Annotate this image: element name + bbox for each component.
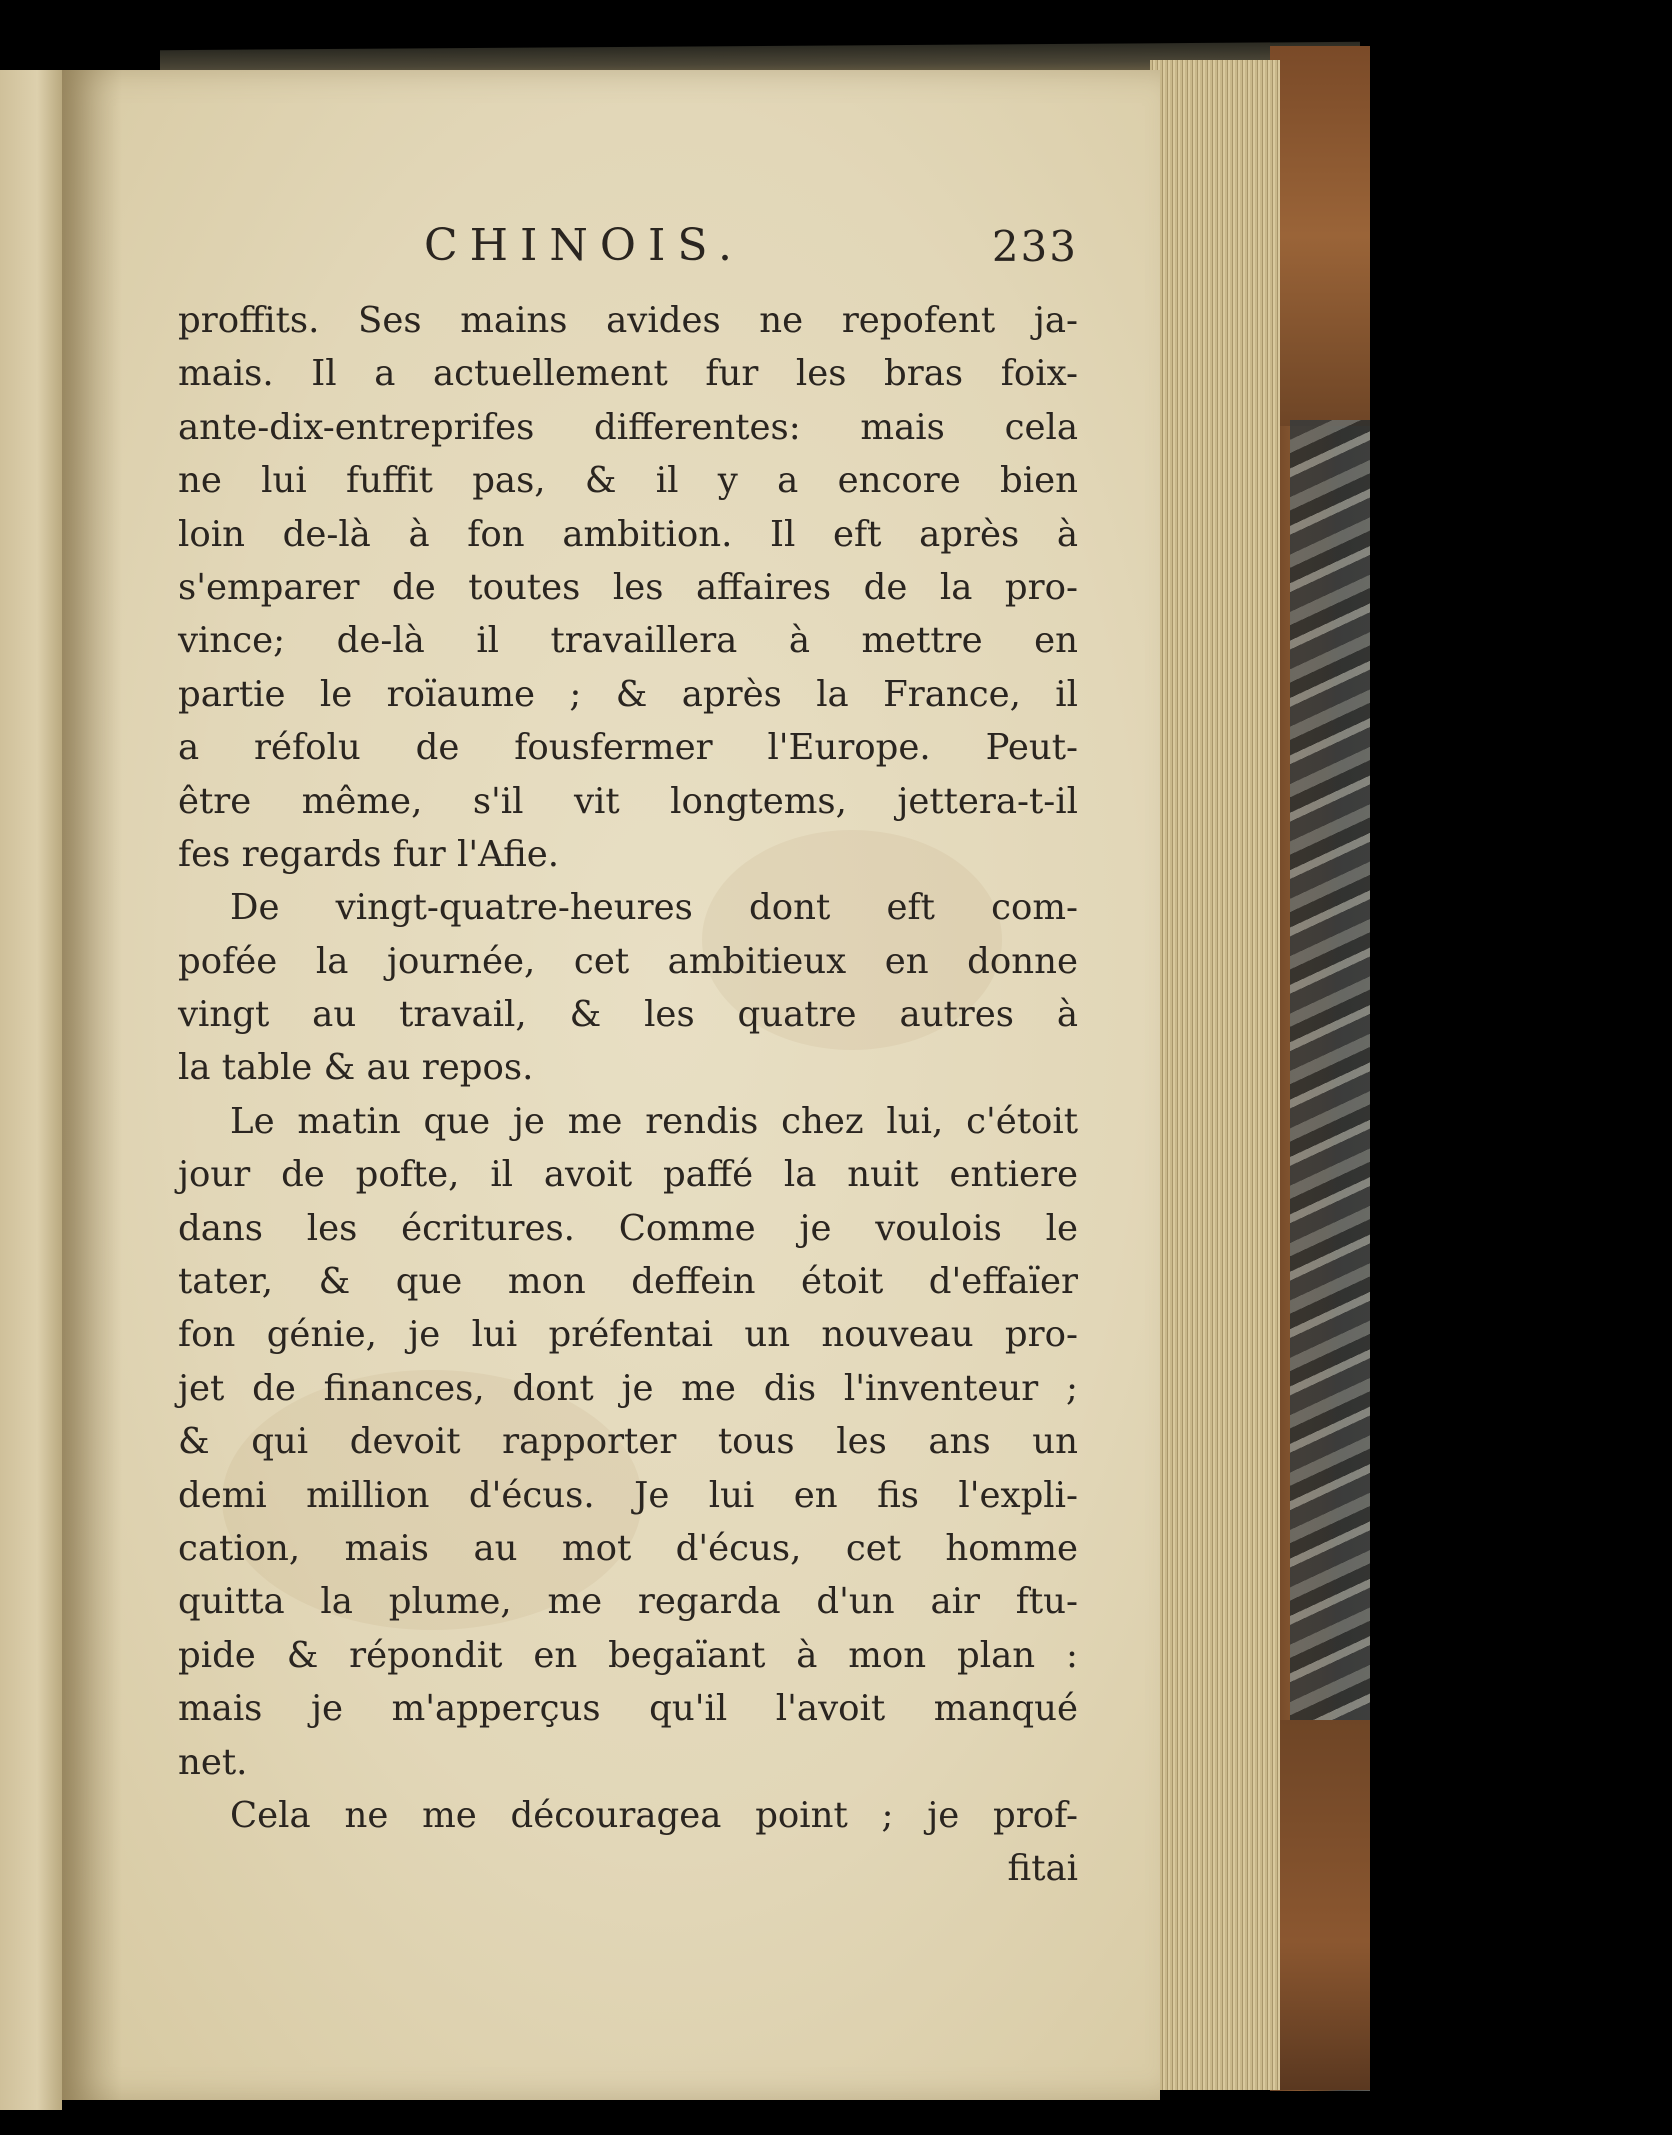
running-head-title: CHINOIS. — [424, 220, 744, 271]
text-line: mais. Il a actuellement fur les bras foix- — [178, 353, 1078, 395]
text-line: s'emparer de toutes les affaires de la pro- — [178, 566, 1078, 608]
text-line: dans les écritures. Comme je voulois le — [178, 1207, 1078, 1249]
text-line: fes regards fur l'Afie. — [178, 833, 560, 875]
page-number: 233 — [991, 222, 1078, 271]
text-line: vince; de-là il travaillera à mettre en — [178, 620, 1078, 662]
text-line: jour de pofte, il avoit paffé la nuit entiere — [178, 1154, 1078, 1196]
text-line: Le matin que je me rendis chez lui, c'étoit — [230, 1100, 1078, 1142]
text-line: De vingt-quatre-heures dont eft com- — [230, 887, 1078, 929]
text-line: net. — [178, 1741, 248, 1783]
text-line: pide & répondit en begaïant à mon plan : — [178, 1634, 1078, 1676]
text-line: ante-dix-entreprifes differentes: mais cela — [178, 406, 1078, 448]
book-page — [62, 70, 1160, 2100]
text-line: a réfolu de fousfermer l'Europe. Peut- — [178, 727, 1078, 769]
page-fore-edge — [1150, 60, 1280, 2090]
text-line: pofée la journée, cet ambitieux en donne — [178, 940, 1078, 982]
text-line: partie le roïaume ; & après la France, il — [178, 673, 1078, 715]
text-line: être même, s'il vit longtems, jettera-t-il — [178, 780, 1078, 822]
catchword: fitai — [1007, 1848, 1078, 1890]
text-line: cation, mais au mot d'écus, cet homme — [178, 1527, 1078, 1569]
text-line: fon génie, je lui préfentai un nouveau pro- — [178, 1314, 1078, 1356]
text-line: jet de finances, dont je me dis l'inventeur ; — [178, 1367, 1078, 1409]
text-line: ne lui fuffit pas, & il y a encore bien — [178, 460, 1078, 502]
leather-corner-top — [1270, 46, 1370, 426]
text-line: Cela ne me découragea point ; je prof- — [230, 1794, 1078, 1836]
text-line: demi million d'écus. Je lui en fis l'expli- — [178, 1474, 1078, 1516]
page-text-block — [178, 220, 1078, 1896]
text-line: & qui devoit rapporter tous les ans un — [178, 1421, 1078, 1463]
page-gutter-shadow — [62, 70, 122, 2100]
text-line: loin de-là à fon ambition. Il eft après à — [178, 513, 1078, 555]
marbled-board — [1290, 420, 1370, 1720]
body-text — [178, 294, 1078, 1896]
text-line: mais je m'apperçus qu'il l'avoit manqué — [178, 1688, 1078, 1730]
text-line: la table & au repos. — [178, 1047, 534, 1089]
text-line: tater, & que mon deffein étoit d'effaïer — [178, 1261, 1078, 1303]
running-head — [178, 220, 1078, 294]
leather-corner-bottom — [1270, 1720, 1370, 2090]
text-line: vingt au travail, & les quatre autres à — [178, 994, 1078, 1036]
facing-page-edge — [0, 70, 62, 2110]
text-line: quitta la plume, me regarda d'un air ftu- — [178, 1581, 1078, 1623]
text-line: proffits. Ses mains avides ne repofent ja- — [178, 300, 1078, 341]
